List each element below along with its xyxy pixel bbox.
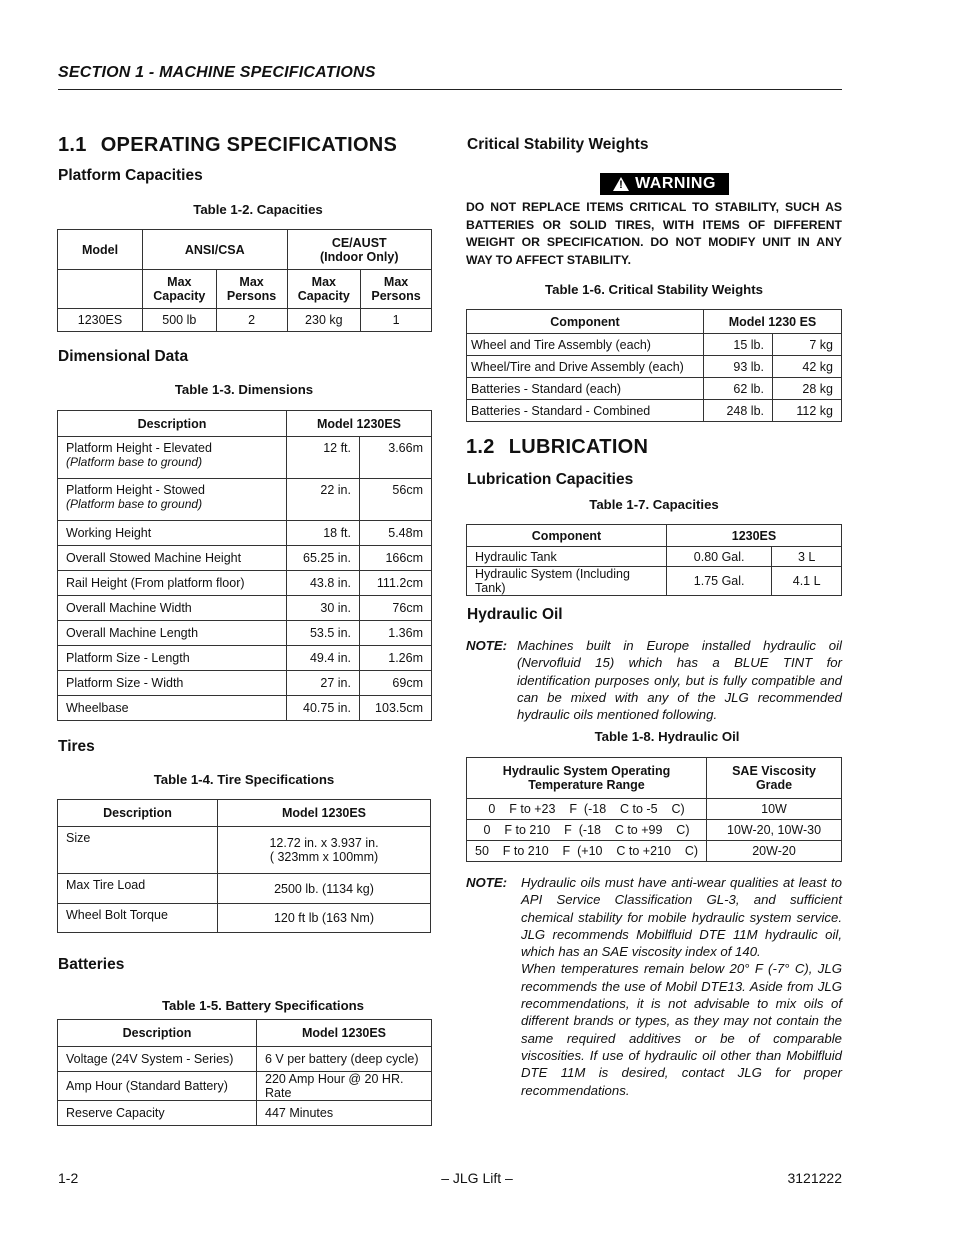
table-row [58,437,432,479]
table-row [58,479,432,521]
tires-heading: Tires [58,738,95,755]
sub-header: Max Capacity [287,270,361,309]
table-row [467,820,842,841]
note-paragraph: When temperatures remain below 20° F (-7° C), JLG recommends the use of Mobil DTE13. Aside from JLG recommendations, it is not advisable to mix oils of different brands or types, as they may not contain the same required additives or be of comparable viscosities. If use of hydraulic oil other than Mobilfluid DTE 11M is desired, contact JLG for proper recommendations. [521,961,842,1098]
value-metric: 69cm [360,671,432,696]
table-cell: 230 kg [287,309,361,332]
row-value: 447 Minutes [257,1101,432,1126]
col-description: Description [58,800,218,827]
footer-center: – JLG Lift – [441,1170,513,1186]
viscosity-grade: 10W [707,799,842,820]
section-number: 1.1 [58,134,87,156]
row-label: Platform Height - Stowed [66,483,205,497]
table-row [467,567,842,596]
row-description [58,696,287,721]
col-component: Component [467,525,667,547]
hydraulic-oil-table [466,757,842,862]
warning-label: WARNING [635,175,716,192]
row-description [58,671,287,696]
row-label: Working Height [66,526,152,540]
value-imperial: 22 in. [287,479,360,521]
table-row [58,546,432,571]
col-model: 1230ES [667,525,842,547]
value-line: 12.72 in. x 3.937 in. [269,836,379,850]
temp-range: 50 F to 210 F (+10 C to +210 C) [467,841,707,862]
row-component: Hydraulic System (Including Tank) [467,567,667,596]
col-ce [287,230,432,270]
value-metric: 4.1 L [772,567,842,596]
table-1-8-caption: Table 1-8. Hydraulic Oil [594,729,740,744]
row-component: Wheel and Tire Assembly (each) [467,334,704,356]
row-label: Platform Size - Length [66,651,190,665]
table-cell: 1 [361,309,432,332]
value-imperial: 248 lb. [704,400,773,422]
row-description [58,646,287,671]
value-metric: 5.48m [360,521,432,546]
dimensions-table [57,410,432,721]
table-1-7-caption: Table 1-7. Capacities [589,497,719,512]
note-label: NOTE: [466,638,508,653]
note-text [521,874,842,1099]
row-component: Wheel/Tire and Drive Assembly (each) [467,356,704,378]
row-component: Batteries - Standard (each) [467,378,704,400]
table-cell: 1230ES [58,309,143,332]
value-metric: 3.66m [360,437,432,479]
note-text: Machines built in Europe installed hydraulic oil (Nervofluid 15) which has a BLUE TINT for identification purposes only, but is fully compatible and can be mixed with any of the JLG recommended hydraulic oils mentioned following. [517,638,842,723]
table-row [467,799,842,820]
section-heading-1-2 [466,436,648,459]
row-label: Overall Machine Length [66,626,199,640]
capacities-table [57,229,432,332]
col-model: Model [58,230,143,270]
row-description: Voltage (24V System - Series) [58,1047,257,1072]
col-model: Model 1230ES [218,800,431,827]
value-metric: 28 kg [773,378,842,400]
value-metric: 42 kg [773,356,842,378]
value-imperial: 53.5 in. [287,621,360,646]
table-row [58,646,432,671]
col-temp-range-line1: Hydraulic System Operating [502,764,671,778]
value-metric: 56cm [360,479,432,521]
col-ce-line1: CE/AUST [331,235,387,250]
row-value: 6 V per battery (deep cycle) [257,1047,432,1072]
table-row [58,596,432,621]
warning-badge [600,173,729,195]
section-number: 1.2 [466,436,495,458]
col-model: Model 1230 ES [704,310,842,334]
value-imperial: 65.25 in. [287,546,360,571]
row-value: 220 Amp Hour @ 20 HR. Rate [257,1072,432,1101]
doc-number: 3121222 [787,1170,842,1186]
table-row [58,621,432,646]
table-cell: 500 lb [143,309,217,332]
temp-range: 0 F to 210 F (-18 C to +99 C) [467,820,707,841]
table-row [58,671,432,696]
note-2 [466,874,842,1099]
table-row [467,841,842,862]
value-imperial: 40.75 in. [287,696,360,721]
row-label: Wheelbase [66,701,129,715]
table-row [58,571,432,596]
critical-heading: Critical Stability Weights [467,136,649,153]
value-imperial: 93 lb. [704,356,773,378]
note-paragraph: Hydraulic oils must have anti-wear qualities at least to API Service Classification GL-3, and sufficient chemical stability for mobile hydraulic system service. JLG recommends Mobilfluid DTE 11M hydraulic oil, which has an SAE viscosity index of 140. [521,875,842,960]
table-row [58,1047,432,1072]
row-description: Size [58,827,218,874]
row-description [58,546,287,571]
value-imperial: 62 lb. [704,378,773,400]
table-1-4-caption: Table 1-4. Tire Specifications [153,772,335,787]
section-title: LUBRICATION [508,436,649,458]
table-row [58,1072,432,1101]
col-ce-line2: (Indoor Only) [320,249,399,264]
value-imperial: 49.4 in. [287,646,360,671]
value-line: 120 ft lb (163 Nm) [273,911,375,925]
row-description [58,621,287,646]
temp-range: 0 F to +23 F (-18 C to -5 C) [467,799,707,820]
table-row [58,827,431,874]
table-row [467,334,842,356]
table-row [58,696,432,721]
note-label: NOTE: [466,875,508,890]
value-metric: 1.36m [360,621,432,646]
col-description: Description [58,411,287,437]
batteries-heading: Batteries [58,956,125,973]
table-row [58,521,432,546]
table-row [58,874,431,904]
table-row [467,378,842,400]
sub-header: Max Persons [216,270,287,309]
table-row [467,547,842,567]
table-1-2-caption: Table 1-2. Capacities [193,202,323,217]
hydraulic-heading: Hydraulic Oil [467,606,563,623]
value-imperial: 0.80 Gal. [667,547,772,567]
col-temp-range-line2: Temperature Range [528,778,645,792]
row-description [58,596,287,621]
header-rule [58,89,842,90]
row-label: Platform Size - Width [66,676,184,690]
value-metric: 111.2cm [360,571,432,596]
col-model: Model 1230ES [287,411,432,437]
value-metric: 112 kg [773,400,842,422]
lube-capacities-table [466,524,842,596]
value-line: ( 323mm x 100mm) [269,850,379,864]
value-imperial: 30 in. [287,596,360,621]
table-row [467,400,842,422]
row-value [218,904,431,933]
table-row [58,904,431,933]
row-description: Max Tire Load [58,874,218,904]
row-value [218,874,431,904]
platform-capacities-heading: Platform Capacities [58,167,203,184]
row-value [218,827,431,874]
row-description [58,571,287,596]
col-description: Description [58,1020,257,1047]
value-metric: 3 L [772,547,842,567]
row-component: Hydraulic Tank [467,547,667,567]
value-line: 2500 lb. (1134 kg) [274,881,374,896]
critical-weights-table [466,309,842,422]
value-metric: 76cm [360,596,432,621]
battery-table [57,1019,432,1126]
page-number: 1-2 [58,1170,79,1186]
value-imperial: 27 in. [287,671,360,696]
blank-cell [58,270,143,309]
note-1 [466,637,842,725]
row-description: Amp Hour (Standard Battery) [58,1072,257,1101]
value-imperial: 15 lb. [704,334,773,356]
value-imperial: 43.8 in. [287,571,360,596]
dimensional-heading: Dimensional Data [58,348,189,365]
sub-header: Max Persons [361,270,432,309]
row-sublabel: (Platform base to ground) [66,455,203,469]
section-heading-1-1 [58,134,397,157]
table-1-3-caption: Table 1-3. Dimensions [174,382,314,397]
row-label: Platform Height - Elevated [66,441,212,455]
row-description: Wheel Bolt Torque [58,904,218,933]
value-metric: 166cm [360,546,432,571]
warning-text: DO NOT REPLACE ITEMS CRITICAL TO STABILITY, SUCH AS BATTERIES OR SOLID TIRES, WITH ITEMS OF DIFFERENT WEIGHT OR SPECIFICATION. DO NOT MODIFY UNIT IN ANY WAY TO AFFECT STABILITY. [466,200,842,267]
row-label: Overall Stowed Machine Height [66,551,242,565]
tire-table [57,799,431,933]
viscosity-grade: 20W-20 [707,841,842,862]
viscosity-grade: 10W-20, 10W-30 [707,820,842,841]
table-1-5-caption: Table 1-5. Battery Specifications [161,998,365,1013]
col-viscosity: SAE Viscosity Grade [707,758,842,799]
table-cell: 2 [216,309,287,332]
section-title: OPERATING SPECIFICATIONS [100,134,398,156]
col-component: Component [467,310,704,334]
value-metric: 103.5cm [360,696,432,721]
lube-heading: Lubrication Capacities [467,471,634,488]
value-metric: 7 kg [773,334,842,356]
col-temp-range [467,758,707,799]
table-row [467,356,842,378]
row-description: Reserve Capacity [58,1101,257,1126]
section-header: SECTION 1 - MACHINE SPECIFICATIONS [58,64,376,81]
row-label: Overall Machine Width [66,601,192,615]
value-imperial: 18 ft. [287,521,360,546]
row-label: Rail Height (From platform floor) [66,576,245,590]
table-row [58,1101,432,1126]
row-description [58,521,287,546]
value-metric: 1.26m [360,646,432,671]
warning-triangle-icon: ! [613,177,629,191]
row-description [58,479,287,521]
sub-header: Max Capacity [143,270,217,309]
row-sublabel: (Platform base to ground) [66,497,203,511]
row-description [58,437,287,479]
row-component: Batteries - Standard - Combined [467,400,704,422]
col-ansi: ANSI/CSA [143,230,288,270]
value-imperial: 12 ft. [287,437,360,479]
col-model: Model 1230ES [257,1020,432,1047]
value-imperial: 1.75 Gal. [667,567,772,596]
table-1-6-caption: Table 1-6. Critical Stability Weights [545,282,763,297]
